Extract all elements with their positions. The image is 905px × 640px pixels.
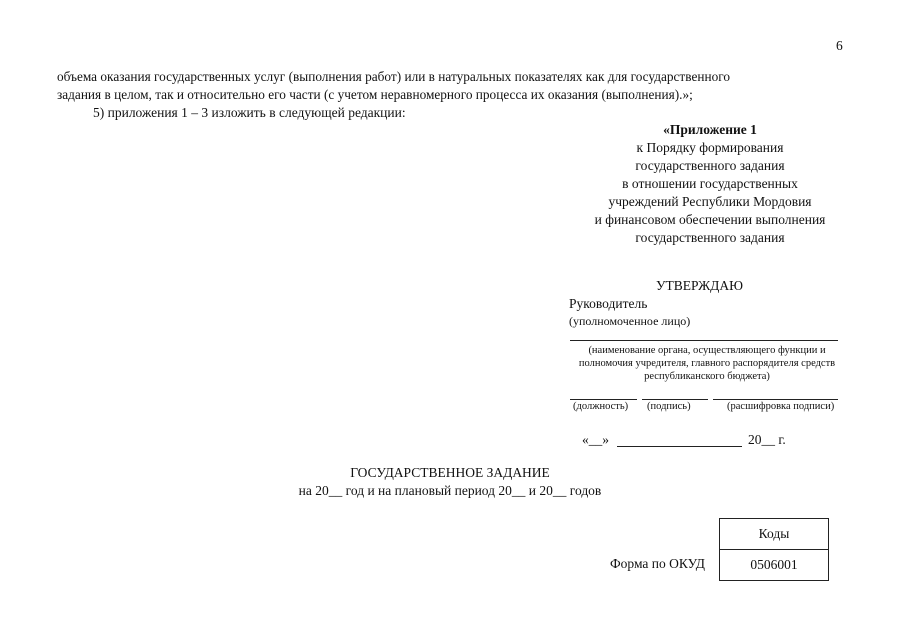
appendix-line: государственного задания: [635, 230, 785, 245]
okud-code: 0506001: [720, 550, 829, 581]
body-line-2: задания в целом, так и относительно его части (с учетом неравномерного процесса их оказания (выполнения).»;: [57, 87, 693, 102]
date-month-line: [617, 446, 742, 447]
appendix-line: учреждений Республики Мордовия: [608, 194, 812, 209]
task-subtitle: на 20__ год и на плановый период 20__ и 20__ годов: [298, 483, 602, 498]
approval-heading: УТВЕРЖДАЮ: [656, 278, 744, 293]
codes-table: [719, 518, 829, 581]
name-line: [713, 399, 838, 400]
appendix-title: «Приложение 1: [663, 122, 757, 137]
appendix-line: и финансовом обеспечении выполнения: [594, 212, 826, 227]
approval-role: Руководитель: [569, 296, 648, 311]
codes-header: Коды: [720, 519, 829, 550]
signature-line: [642, 399, 708, 400]
position-line: [570, 399, 637, 400]
org-name-line: [570, 340, 838, 341]
appendix-line: государственного задания: [635, 158, 785, 173]
org-caption-line: полномочия учредителя, главного распорядителя средств: [578, 358, 836, 369]
name-caption: (расшифровка подписи): [727, 401, 835, 412]
approval-role-note: (уполномоченное лицо): [569, 314, 691, 328]
appendix-line: в отношении государственных: [622, 176, 798, 191]
okud-label: Форма по ОКУД: [610, 556, 706, 571]
signature-caption: (подпись): [647, 401, 691, 412]
body-line-3: 5) приложения 1 – 3 изложить в следующей редакции:: [93, 105, 406, 120]
task-title: ГОСУДАРСТВЕННОЕ ЗАДАНИЕ: [350, 465, 550, 480]
body-line-1: объема оказания государственных услуг (выполнения работ) или в натуральных показателях как для государственного: [57, 69, 730, 84]
date-day: «__»: [582, 432, 609, 447]
org-caption: [562, 344, 852, 383]
position-caption: (должность): [573, 401, 629, 412]
org-caption-line: республиканского бюджета): [644, 371, 770, 382]
org-caption-line: (наименование органа, осуществляющего функции и: [588, 345, 826, 356]
page-number: 6: [836, 38, 843, 53]
date-year: 20__ г.: [748, 432, 786, 447]
appendix-line: к Порядку формирования: [636, 140, 784, 155]
appendix-header: [560, 121, 860, 247]
